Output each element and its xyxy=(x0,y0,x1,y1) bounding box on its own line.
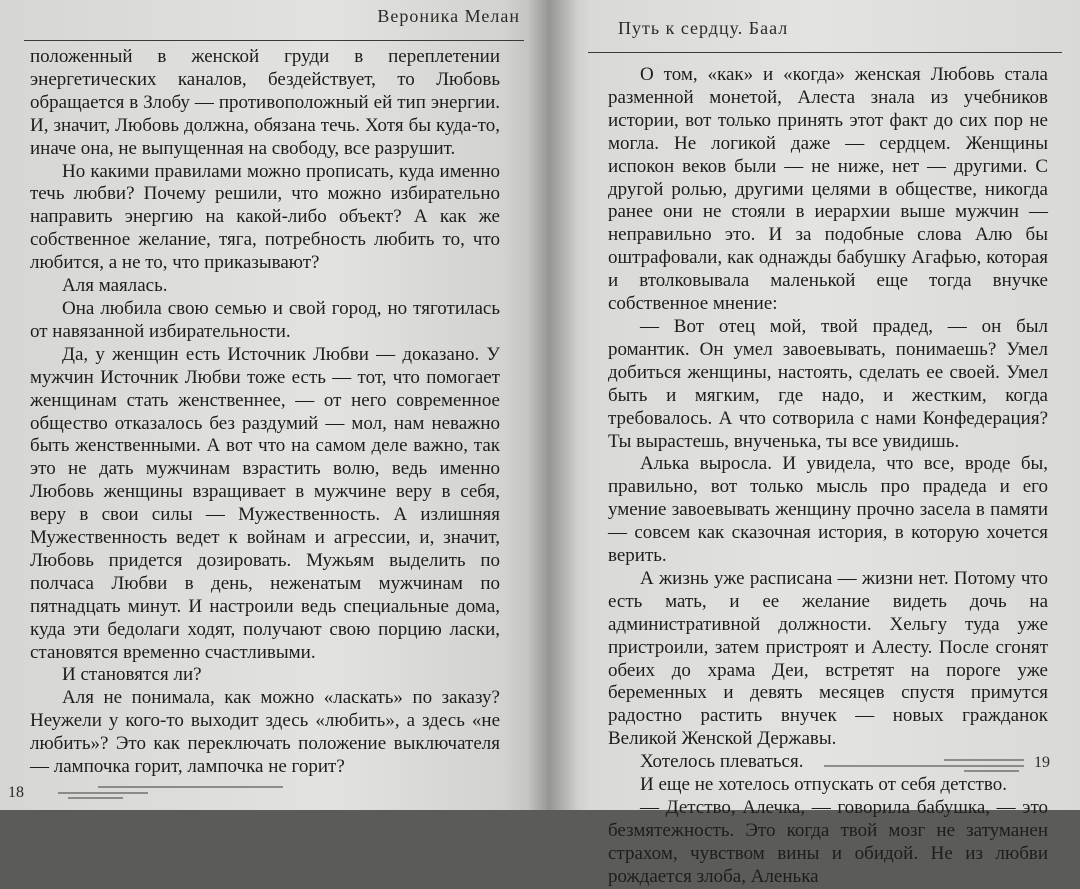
page-number: 19 xyxy=(1034,754,1050,771)
paragraph: Аля не понимала, как можно «ласкать» по заказу? Неужели у кого-то выходит здесь «любить», а здесь «не любить»? Это как переключать положение выключателя — лампочка горит, лампочка не горит? xyxy=(30,687,500,778)
paragraph: — Вот отец мой, твой прадед, — он был романтик. Он умел завоевывать, понимаешь? Умел добиться женщины, настоять, сделать ее своей. Умел быть и мягким, где надо, и жестким, когда требовалось. А что сотворила с нами Конфедерация? Ты вырастешь, внученька, ты все увидишь. xyxy=(608,315,1048,452)
header-rule xyxy=(24,40,524,41)
paragraph: А жизнь уже расписана — жизни нет. Потому что есть мать, и ее желание видеть дочь на административной должности. Хельгу туда уже пристроили, затем пристроят и Алесту. После сгонят обеих до храма Деи, встретят на пороге уже беременных и девять месяцев спустя примутся радостно растить внучек — новых гражданок Великой Женской Державы. xyxy=(608,567,1048,750)
page-number: 18 xyxy=(8,784,24,801)
paragraph: Она любила свою семью и свой город, но тяготилась от навязанной избирательности. xyxy=(30,297,500,342)
paragraph: Да, у женщин есть Источник Любви — доказано. У мужчин Источник Любви тоже есть — тот, что помогает женщинам стать женственнее, — от него современное общество отказалось без раздумий — мол, нам неважно быть женственными. А вот что на самом деле важно, так это не дать мужчинам взрастить волю, ведь именно Любовь женщины взращивает в мужчине веру в себя, веру в свои силы — Мужественность. А излишняя Мужественность ведет к войнам и агрессии, и, значит, Любовь придется дозировать. Мужьям выделить по полчаса Любви в день, неженатым мужчинам по пятнадцать минут. И настроили ведь специальные дома, куда эти бедолаги ходят, получают свою порцию ласки, становятся временно счастливыми. xyxy=(30,343,500,663)
paragraph: О том, «как» и «когда» женская Любовь стала разменной монетой, Алеста знала из учебников истории, вот только принять этот факт до сих пор не могла. Не логикой даже — сердцем. Женщины испокон веков были — не ниже, нет — другими. С другой ролью, другими целями в обществе, никогда ранее они не стояли в иерархии выше мужчин — неправильно это. И за подобные слова Алю бы оштрафовали, как однажды бабушку Агафью, которая и втолковывала маленькой еще тогда внучке собственное мнение: xyxy=(608,64,1048,315)
gutter-shadow xyxy=(548,0,578,810)
running-head-author: Вероника Мелан xyxy=(377,6,520,26)
footer-ornament xyxy=(824,756,1034,776)
paragraph: положенный в женской груди в переплетении энергетических каналов, бездействует, то Любовь обращается в Злобу — противоположный ей тип энергии. И, значит, Любовь должна, обязана течь. Хотя бы куда-то, иначе она, не выпущенная на свободу, все разрушит. xyxy=(30,46,500,159)
left-page xyxy=(0,0,548,810)
paragraph: — Детство, Алечка, — говорила бабушка, — это безмятежность. Это когда твой мозг не затуманен страхом, чувством вины и обидой. Не из любви рождается злоба, Аленька xyxy=(608,797,1048,887)
paragraph: И становятся ли? xyxy=(62,664,202,686)
paragraph: Хотелось плеваться. xyxy=(640,751,804,773)
left-page-text xyxy=(30,46,500,779)
paragraph: Но какими правилами можно прописать, куда именно течь любви? Почему решили, что можно избирательно направить энергию на какой-либо объект? А как же собственное желание, тяга, потребность любить то, что любится, а не то, что приказывают? xyxy=(30,160,500,274)
running-head-title: Путь к сердцу. Баал xyxy=(618,18,789,38)
header-rule xyxy=(588,52,1062,53)
paragraph: И еще не хотелось отпускать от себя детство. xyxy=(640,774,1007,796)
right-page xyxy=(548,0,1080,887)
gutter-shadow xyxy=(528,0,548,810)
footer-ornament xyxy=(38,784,288,804)
paragraph: Аля маялась. xyxy=(62,275,168,297)
paragraph: Алька выросла. И увидела, что все, вроде бы, правильно, вот только мысль про прадеда и его умение завоевывать женщину прочно засела в памяти — совсем как сказочная история, в которую хочется верить. xyxy=(608,453,1048,567)
